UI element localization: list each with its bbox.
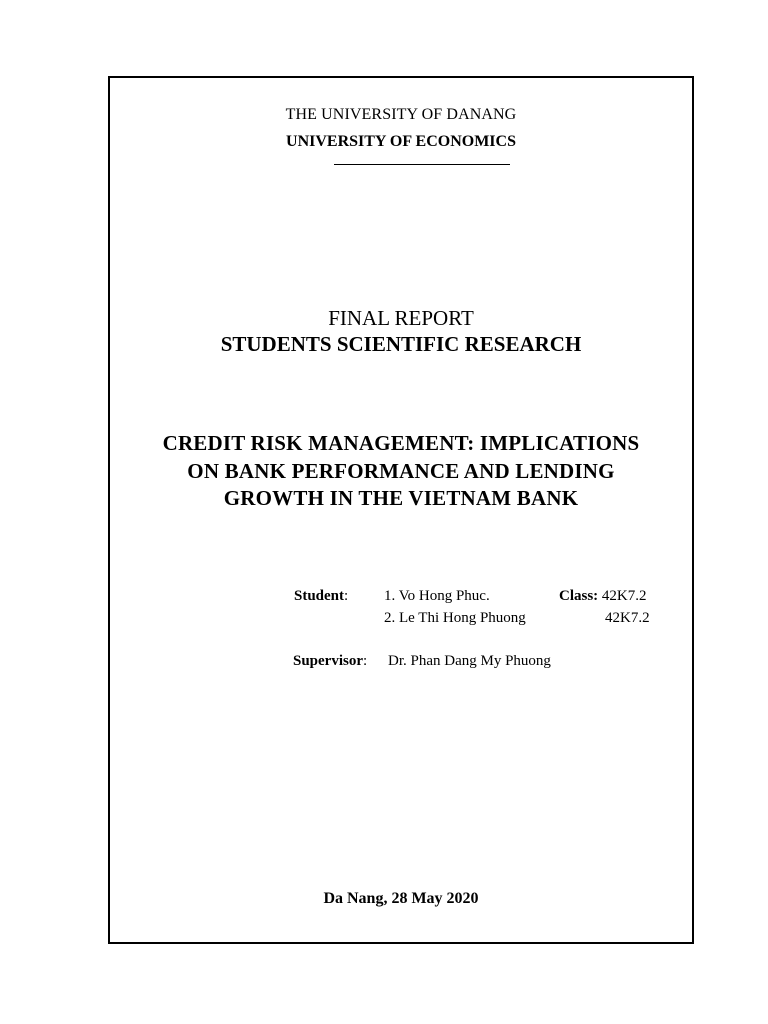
class-entry-1 — [559, 588, 647, 605]
class-value: 42K7.2 — [601, 588, 647, 604]
class-value-2: 42K7.2 — [605, 610, 650, 626]
class-label: Class: — [559, 588, 599, 604]
thesis-title-line: GROWTH IN THE VIETNAM BANK — [223, 486, 579, 510]
thesis-title — [110, 430, 692, 513]
thesis-title-line: ON BANK PERFORMANCE AND LENDING — [187, 458, 615, 483]
supervisor-label: Supervisor: — [293, 653, 368, 669]
place-date: Da Nang, 28 May 2020 — [323, 890, 479, 907]
faculty-name: UNIVERSITY OF ECONOMICS — [286, 133, 516, 150]
page-border — [108, 76, 694, 944]
university-name: THE UNIVERSITY OF DANANG — [285, 106, 517, 123]
student-label: Student: — [294, 588, 349, 604]
report-category: STUDENTS SCIENTIFIC RESEARCH — [220, 332, 582, 356]
thesis-title-line: CREDIT RISK MANAGEMENT: IMPLICATIONS — [162, 431, 640, 455]
supervisor-name: Dr. Phan Dang My Phuong — [388, 653, 551, 669]
header-divider — [334, 164, 510, 165]
student-name-2: 2. Le Thi Hong Phuong — [384, 610, 526, 626]
report-type: FINAL REPORT — [328, 306, 474, 330]
student-name-1: 1. Vo Hong Phuc. — [384, 588, 490, 604]
